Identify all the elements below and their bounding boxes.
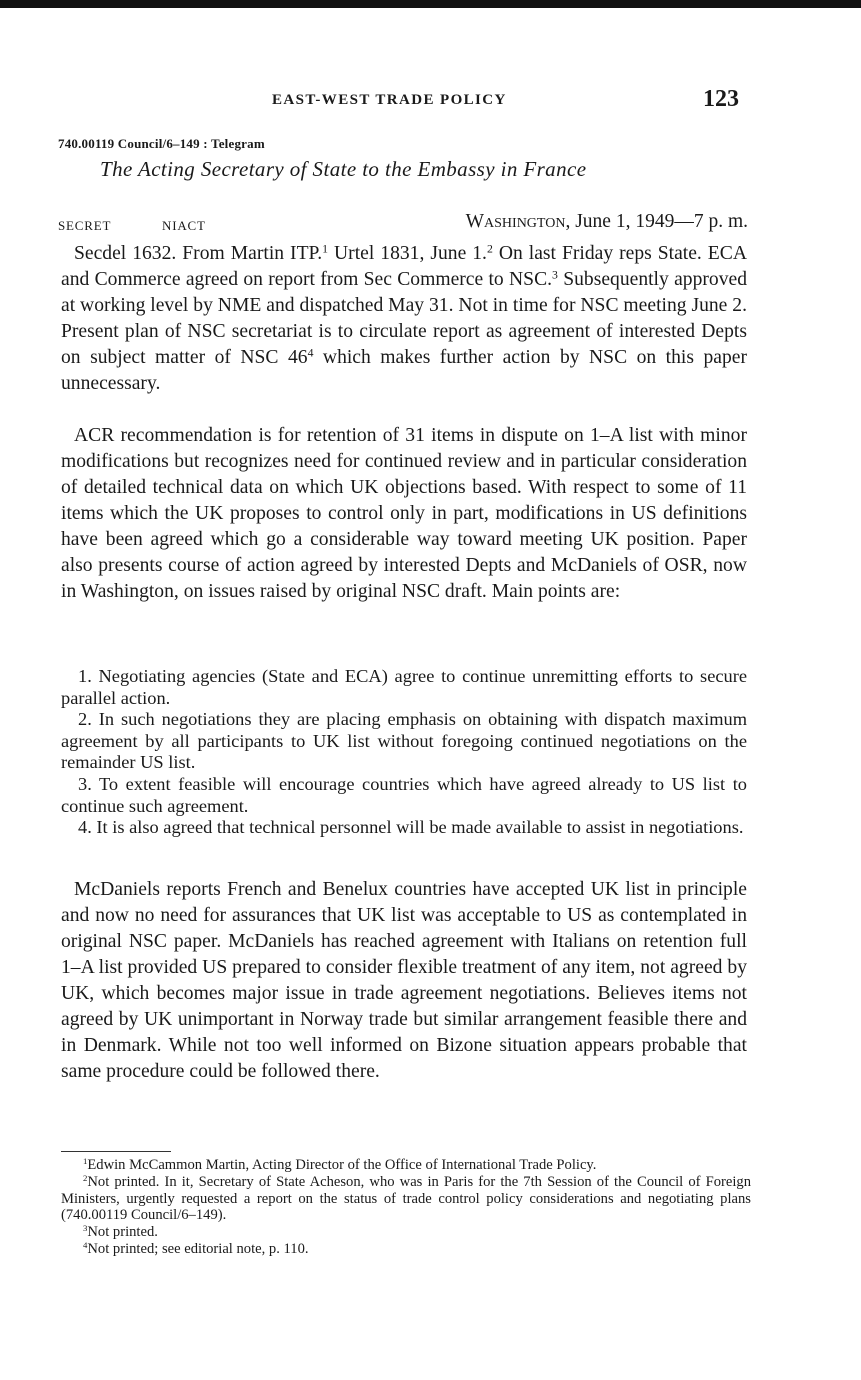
date-time: , June 1, 1949—7 p. m.: [565, 211, 748, 232]
page-number: 123: [703, 86, 739, 112]
main-points-list: [61, 666, 747, 839]
classification-label: SECRET: [58, 218, 112, 233]
main-point-2: 2. In such negotiations they are placing emphasis on obtaining with dispatch maximum agreement by all participants to UK list without foregoing continued negotiations on the remainder US list.: [61, 709, 747, 773]
footnotes: [61, 1157, 751, 1258]
footnote-3: [61, 1224, 751, 1241]
footnote-text: Not printed; see editorial note, p. 110.: [87, 1240, 309, 1257]
footnote-ref-4: 4: [307, 346, 314, 360]
main-point-3: 3. To extent feasible will encourage countries which have agreed already to US list to continue such agreement.: [61, 773, 747, 816]
paragraph-1: [61, 241, 747, 397]
dateline: [58, 211, 748, 237]
footnote-2: [61, 1174, 751, 1224]
place-name: Washington: [465, 211, 566, 232]
footnote-text: Not printed.: [87, 1224, 158, 1241]
footnote-ref-3: 3: [552, 268, 558, 282]
footnote-mark: 4: [83, 1240, 88, 1251]
p1-part-a: Secdel 1632. From Martin ITP.: [74, 243, 323, 264]
p1-part-e: which makes further action by NSC on this paper unnecessary.: [61, 347, 747, 394]
document-heading: The Acting Secretary of State to the Embassy in France: [100, 157, 587, 181]
footnote-mark: 1: [83, 1156, 88, 1167]
footnote-4: [61, 1241, 751, 1258]
paragraph-3: [61, 877, 747, 1085]
footnote-1: [61, 1157, 751, 1174]
paragraph-3-text: McDaniels reports French and Benelux countries have accepted UK list in principle and now no need for assurances that UK list was acceptable to US as contemplated in original NSC paper. McDaniels has reached agreement with Italians on retention full 1–A list provided US prepared to consider flexible treatment of any item, not agreed by UK, which becomes major issue in trade agreement negotiations. Believes items not agreed by UK unimportant in Norway trade but similar arrangement feasible there and in Denmark. While not too well informed on Bizone situation appears probable that same procedure could be followed there.: [61, 879, 747, 1082]
paragraph-1-text: [61, 241, 747, 397]
footnote-ref-2: 2: [486, 242, 493, 256]
paragraph-2: [61, 423, 747, 605]
running-head-title: EAST-WEST TRADE POLICY: [272, 92, 507, 108]
footnote-divider: [61, 1151, 171, 1152]
footnote-mark: 3: [83, 1223, 88, 1234]
p1-part-d: Subsequently approved at working level by NME and dispatched May 31. Not in time for NSC meeting June 2. Present plan of NSC secretariat is to circulate report as agreement of interested Depts on subject matter of NSC 46: [61, 269, 747, 368]
main-point-4: 4. It is also agreed that technical personnel will be made available to assist in negotiations.: [78, 817, 744, 838]
precedence-label: NIACT: [162, 218, 206, 233]
footnote-ref-1: 1: [322, 242, 329, 256]
place-and-date: [466, 211, 748, 233]
footnote-mark: 2: [83, 1172, 88, 1183]
footnote-text: Not printed. In it, Secretary of State Acheson, who was in Paris for the 7th Session of the Council of Foreign Ministers, urgently requested a report on the status of trade control policy considerations and negotiating plans (740.00119 Council/6–149).: [61, 1173, 751, 1224]
p1-part-b: Urtel 1831, June 1.: [328, 243, 487, 264]
file-reference: 740.00119 Council/6–149 : Telegram: [58, 136, 265, 151]
paragraph-2-text: ACR recommendation is for retention of 31 items in dispute on 1–A list with minor modifications but recognizes need for continued review and in particular consideration of detailed technical data on which UK objections based. With respect to some of 11 items which the UK proposes to control only in part, modifications in US definitions have been agreed which go a considerable way toward meeting UK position. Paper also presents course of action agreed by interested Depts and McDaniels of OSR, now in Washington, on issues raised by original NSC draft. Main points are:: [61, 425, 747, 602]
p1-part-c: On last Friday reps State. ECA and Commerce agreed on report from Sec Commerce to NSC.: [61, 243, 747, 290]
footnote-text: Edwin McCammon Martin, Acting Director of the Office of International Trade Policy.: [87, 1157, 597, 1173]
page-top-edge: [0, 0, 861, 8]
main-point-1: 1. Negotiating agencies (State and ECA) agree to continue unremitting efforts to secure parallel action.: [61, 666, 747, 708]
